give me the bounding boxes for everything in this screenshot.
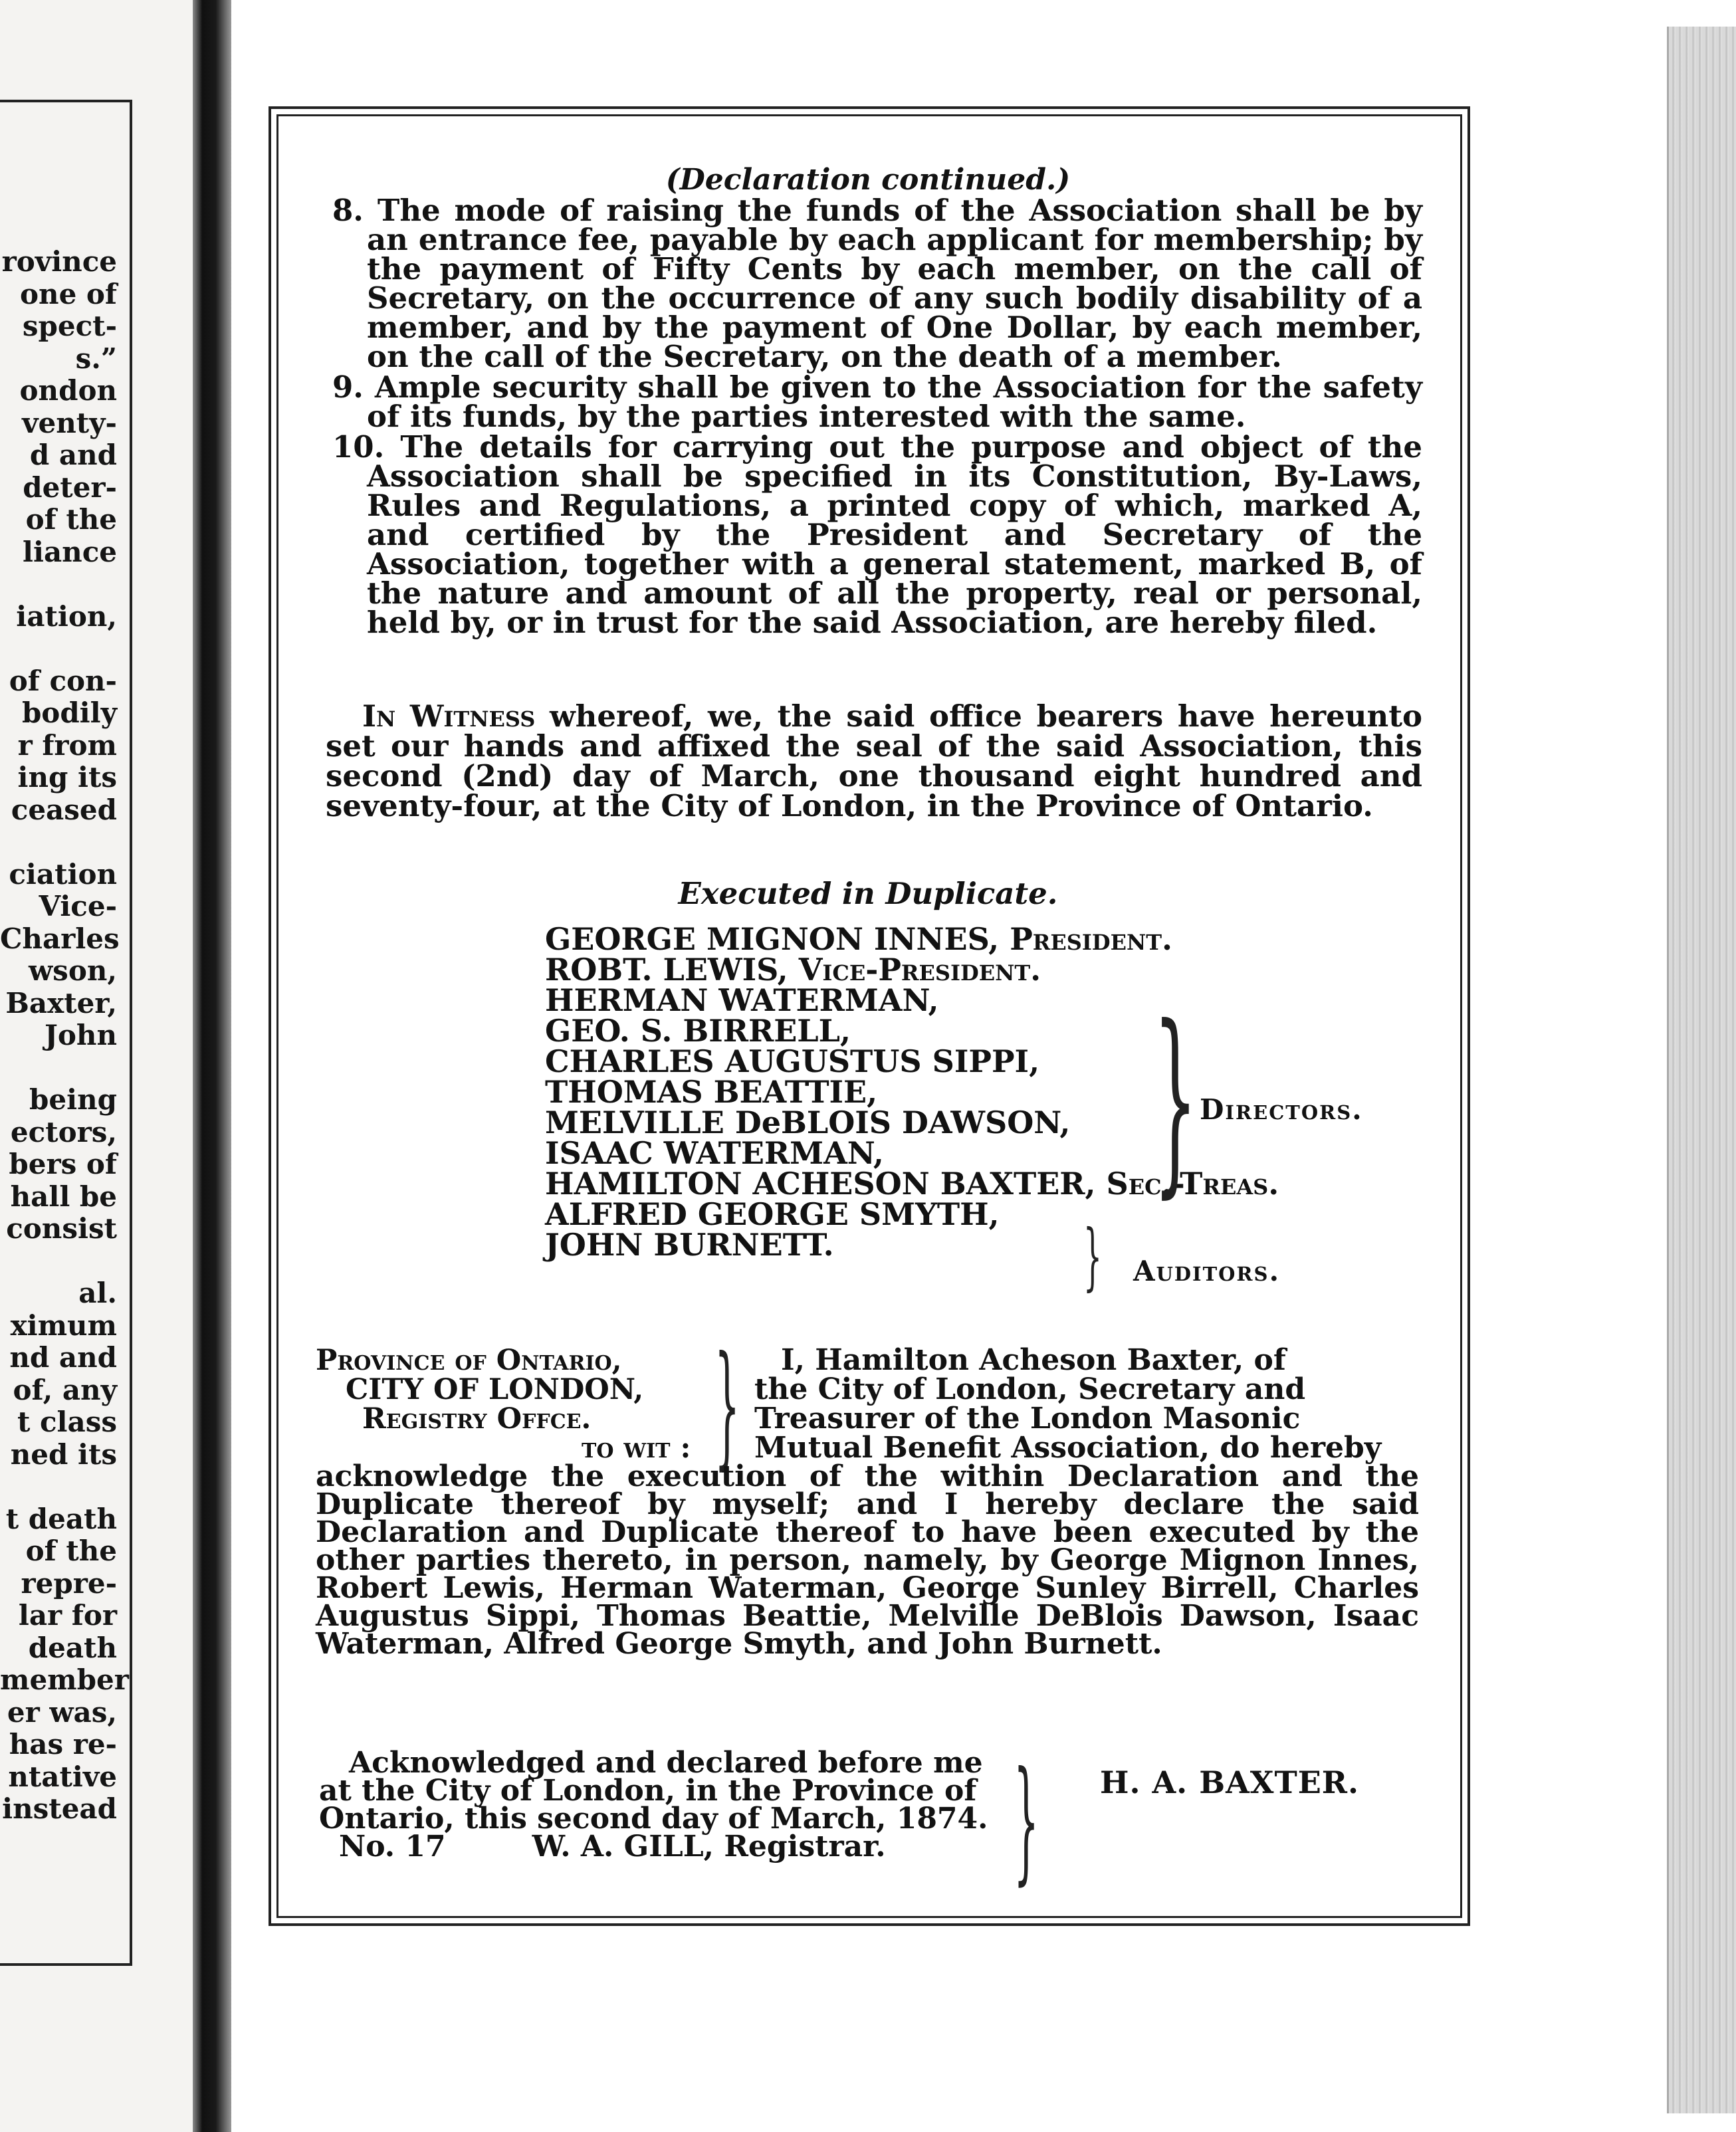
declaration-line: Mutual Benefit Association, do hereby — [754, 1431, 1382, 1465]
facing-page-fragment: nd and — [9, 1341, 117, 1374]
facing-page-fragment — [0, 1471, 117, 1503]
jurisdiction-province: Province of Ontario, — [316, 1344, 622, 1377]
president-role: President. — [1010, 921, 1173, 957]
signatory-list — [545, 921, 1409, 1263]
jurisdiction-block — [316, 1346, 728, 1463]
clause-8: 8. The mode of raising the funds of the Association shall be by an entrance fee, payable by each applicant for membership; by the payment of Fifty Cents by each member, on the call of Secretary, on the occurrence of any such bodily disability of a member, and by the payment of One Dollar, by each member, on the call of the Secretary, on the death of a member. — [332, 193, 1422, 374]
sec-treas-line — [545, 1166, 1409, 1202]
registrar-line — [319, 1830, 1024, 1864]
facing-page-fragment: al. — [78, 1277, 117, 1309]
declaration-line: the City of London, Secretary and — [754, 1372, 1306, 1406]
facing-page-fragment: Baxter, — [5, 986, 117, 1019]
facing-page-fragment: bodily — [21, 696, 117, 729]
facing-page-fragment: liance — [23, 535, 117, 568]
facing-page-fragment — [0, 1052, 117, 1085]
jurisdiction-to-wit: to wit : — [582, 1432, 691, 1465]
jurisdiction-city: CITY OF LONDON, — [346, 1373, 644, 1406]
facing-page-fragment: of the — [25, 503, 117, 536]
witness-text: whereof, we, the said office bearers have hereunto set our hands and affixed the seal of the said Association, this second (2nd) day of March, one thousand eight hundred and seventy-four, at the City of London, in the Province of Ontario. — [326, 698, 1422, 823]
facing-page-fragment: ectors, — [10, 1115, 117, 1148]
facing-page-fragment: s.” — [75, 342, 117, 375]
facing-page-fragment: t class — [17, 1406, 117, 1438]
declaration-line: Treasurer of the London Masonic — [754, 1402, 1301, 1436]
acknowledgement-line: at the City of London, in the Province of — [319, 1774, 977, 1808]
vice-president-role: Vice-President. — [798, 952, 1041, 988]
director-name: CHARLES AUGUSTUS SIPPI, — [545, 1043, 1040, 1079]
auditors-label: Auditors. — [1133, 1255, 1281, 1287]
facing-page-fragment — [0, 1245, 117, 1278]
facing-page-fragment: ned its — [10, 1438, 117, 1471]
registrar-name: W. A. GILL, Registrar. — [532, 1830, 886, 1864]
facing-page-fragment — [0, 826, 117, 859]
clause-10: 10. The details for carrying out the purpose and object of the Association shall be specified in its Constitution, By-Laws, Rules and Regulations, a printed copy of which, marked A, and certified by the President and Secretary of the Association, together with a general statement, marked B, of the nature and amount of all the property, real or personal, held by, or in trust for the said Association, are hereby filed. — [332, 429, 1422, 640]
page-edges — [1667, 27, 1736, 2113]
facing-page-fragment: Vice- — [39, 890, 117, 922]
jurisdiction-office: Registry Offce. — [362, 1402, 592, 1436]
declaration-opening — [754, 1343, 1419, 1465]
facing-page-fragment: venty- — [22, 406, 117, 439]
directors-brace: } — [1153, 984, 1198, 1216]
book-spine — [193, 0, 231, 2132]
facing-page-text — [0, 245, 129, 1826]
vice-president-name: ROBT. LEWIS, — [545, 952, 788, 988]
director-name: THOMAS BEATTIE, — [545, 1074, 878, 1110]
facing-page-fragment: has re- — [9, 1728, 117, 1760]
facing-page-fragment: wson, — [29, 954, 117, 987]
facing-page-fragment: John — [45, 1019, 117, 1051]
acknowledgement-brace: } — [1014, 1743, 1039, 1898]
sec-treas-name: HAMILTON ACHESON BAXTER, — [545, 1166, 1096, 1202]
acknowledgement-block — [319, 1746, 1024, 1864]
facing-page-fragment: t death — [5, 1502, 117, 1535]
president-line — [545, 921, 1409, 957]
facing-page-fragment: ciation — [9, 857, 117, 891]
facing-page-fragment: ceased — [11, 793, 117, 826]
registrar-number: No. 17 — [339, 1830, 446, 1864]
facing-page-fragment: deter- — [23, 471, 117, 504]
facing-page-fragment — [0, 568, 117, 601]
executed-heading: Executed in Duplicate. — [678, 876, 1058, 911]
auditor-name: ALFRED GEORGE SMYTH, — [545, 1196, 1000, 1232]
facing-page-fragment: er was, — [7, 1695, 117, 1729]
jurisdiction-brace: } — [714, 1328, 740, 1483]
facing-page-fragment: of the — [25, 1535, 117, 1567]
facing-page-fragment: instead — [2, 1792, 117, 1825]
director-name: GEO. S. BIRRELL, — [545, 1013, 851, 1049]
declaration-body: acknowledge the execution of the within Declaration and the Duplicate thereof by myself; and I hereby declare the said Declaration and Duplicate thereof to have been executed by the other parties thereto, in person, namely, by George Mignon Innes, Robert Lewis, Herman Waterman, George Sunley Birrell, Charles Augustus Sippi, Thomas Beattie, Melville DeBlois Dawson, Isaac Waterman, Alfred George Smyth, and John Burnett. — [316, 1459, 1419, 1661]
facing-page-fragment: iation, — [16, 599, 117, 633]
facing-page-fragment: spect- — [22, 310, 117, 342]
witness-paragraph — [326, 698, 1422, 823]
auditors-brace: } — [1083, 1214, 1102, 1299]
vice-president-line — [545, 952, 1409, 988]
acknowledgement-line: Ontario, this second day of March, 1874. — [319, 1802, 988, 1836]
facing-page-fragment: being — [29, 1083, 117, 1116]
sec-treas-role: Sec.-Treas. — [1106, 1166, 1279, 1202]
clause-9: 9. Ample security shall be given to the Association for the safety of its funds, by the parties interested with the same. — [332, 370, 1422, 434]
facing-page-fragment: ondon — [19, 374, 117, 407]
facing-page-fragment: bers of — [9, 1148, 117, 1180]
witness-lead: In Witness — [362, 698, 536, 734]
facing-page-fragment: of con- — [9, 664, 117, 697]
facing-page-fragment: r from — [17, 728, 117, 762]
facing-page-fragment: ing its — [17, 761, 117, 794]
facing-page-fragment — [0, 633, 117, 665]
clauses — [332, 193, 1422, 640]
facing-page-fragment: hall be — [10, 1180, 117, 1213]
director-name: HERMAN WATERMAN, — [545, 982, 939, 1018]
acknowledgement-line: Acknowledged and declared before me — [349, 1746, 983, 1780]
declaration-line: I, Hamilton Acheson Baxter, of — [781, 1343, 1286, 1377]
president-name: GEORGE MIGNON INNES, — [545, 921, 1000, 957]
director-name: MELVILLE DeBLOIS DAWSON, — [545, 1105, 1071, 1140]
auditor-name: JOHN BURNETT. — [545, 1227, 834, 1263]
directors-label: Directors. — [1200, 1093, 1363, 1126]
section-title: (Declaration continued.) — [665, 163, 1071, 197]
facing-page-fragment: ntative — [8, 1760, 117, 1793]
facing-page-fragment: d and — [29, 439, 117, 471]
facing-page-fragment: member — [0, 1663, 129, 1696]
facing-page-fragment: one of — [20, 277, 117, 310]
facing-page-fragment: Charles — [0, 922, 120, 955]
facing-page-fragment: of, any — [13, 1373, 117, 1406]
signature: H. A. BAXTER. — [1100, 1764, 1360, 1800]
facing-page-fragment: death — [28, 1631, 117, 1664]
facing-page-fragment: consist — [6, 1212, 117, 1245]
facing-page-fragment: rovince — [1, 245, 117, 278]
facing-page-fragment: lar for — [18, 1599, 117, 1632]
facing-page-fragment: ximum — [10, 1309, 117, 1342]
facing-page-fragment: repre- — [21, 1566, 117, 1600]
director-name: ISAAC WATERMAN, — [545, 1135, 884, 1171]
facing-page — [0, 0, 193, 2132]
